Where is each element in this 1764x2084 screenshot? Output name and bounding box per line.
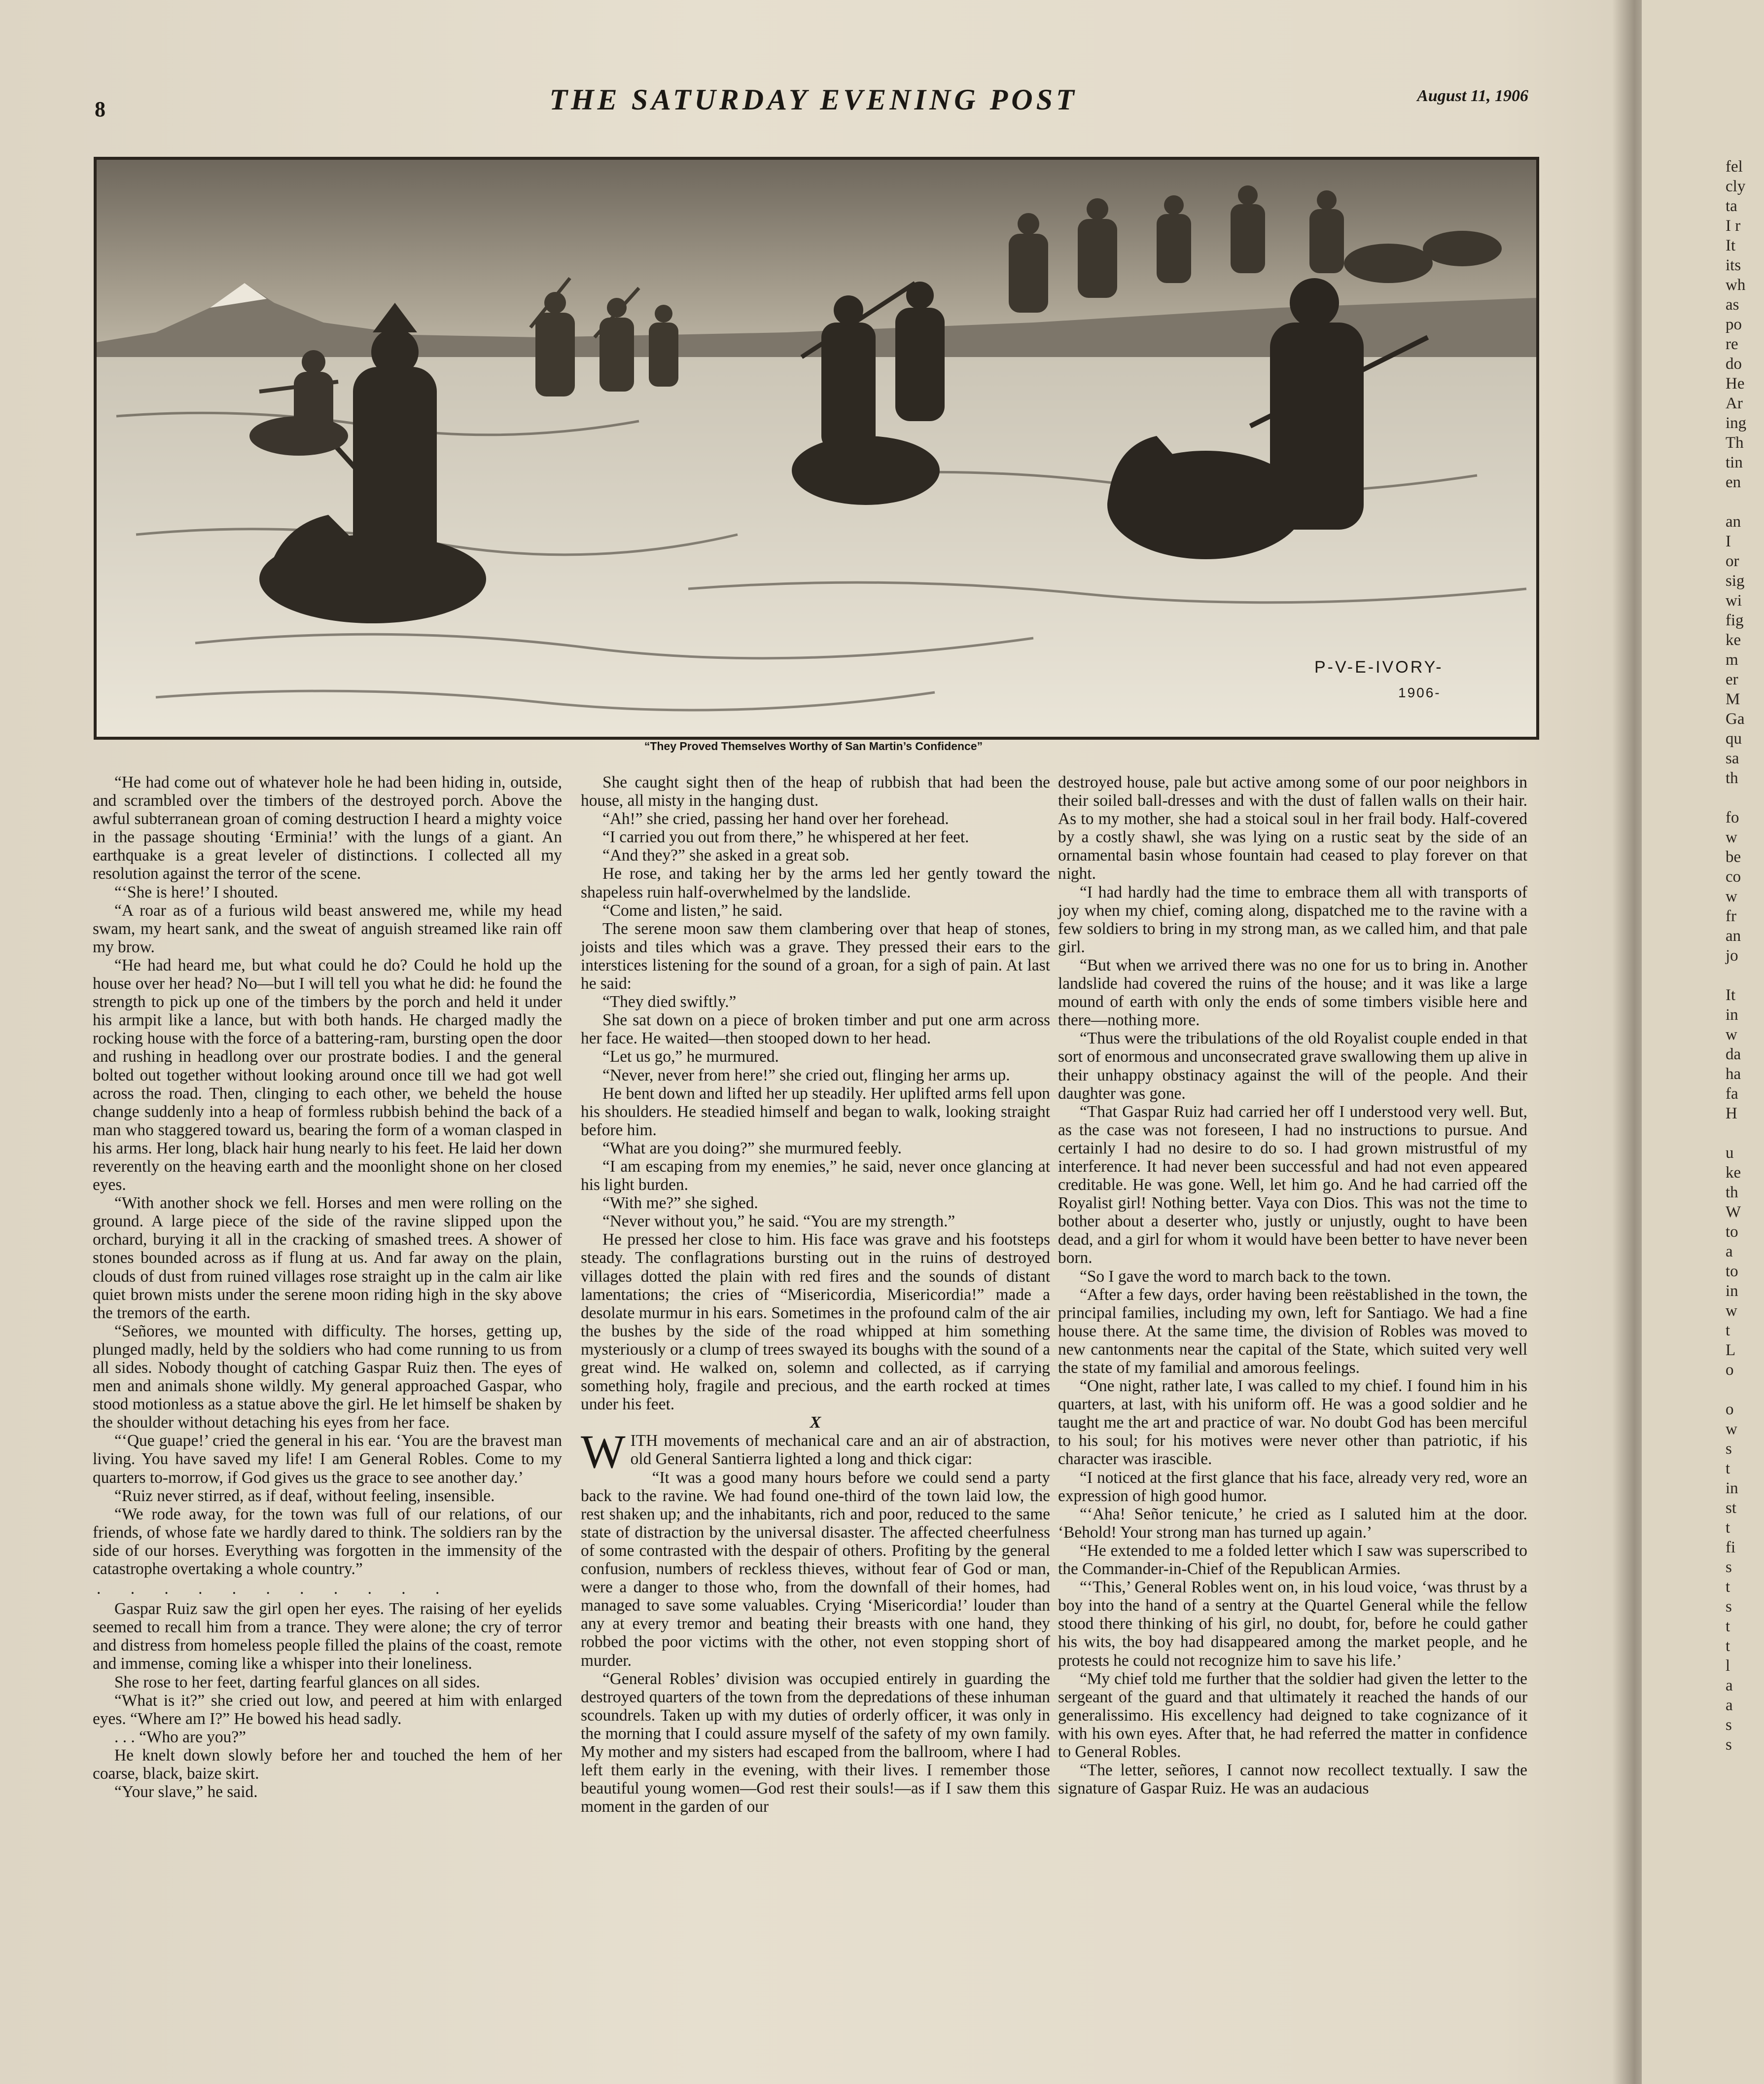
paragraph: “But when we arrived there was no one for us to bring in. Another landslide had covered the ruins of the house; and it was like a large mound of earth with only the ends of some timbers visible here and there—nothing more.	[1058, 956, 1527, 1030]
facing-page-fragment: in	[1726, 1006, 1738, 1024]
paragraph: “With me?” she sighed.	[602, 1194, 758, 1213]
facing-page-fragment: o	[1726, 1361, 1734, 1379]
paragraph: “Ruiz never stirred, as if deaf, without feeling, insensible.	[114, 1486, 495, 1505]
facing-page-fragment: t	[1726, 1617, 1730, 1635]
paragraph: “Señores, we mounted with difficulty. The horses, getting up, plunged madly, held by the soldiers who had come running to us from all sides. Nobody thought of catching Gaspar Ruiz then. The eyes of men and animals shone wildly. My general approached Gaspar, who stood motionless as a statue above the girl. He let himself be shaken by the shoulder without detaching his eyes from her face.	[93, 1322, 562, 1432]
paragraph: “What is it?” she cried out low, and peered at him with enlarged eyes. “Where am I?” He bowed his head sadly.	[93, 1691, 562, 1728]
paragraph: “My chief told me further that the soldier had given the letter to the sergeant of the guard and that ultimately it reached the hands of our generalissimo. His excellency had deigned to take cognizance of it with his own eyes. After that, he had referred the matter in confidence to General Robles.	[1058, 1669, 1527, 1761]
facing-page-fragment: s	[1726, 1716, 1732, 1734]
facing-page-fragment: W	[1726, 1203, 1741, 1221]
facing-page-fragment: u	[1726, 1144, 1734, 1162]
paragraph: “They died swiftly.”	[602, 993, 737, 1011]
facing-page-fragment: w	[1726, 1302, 1737, 1320]
paragraph: “‘This,’ General Robles went on, in his loud voice, ‘was thrust by a boy into the hand of a sentry at the Quartel General while the fellow stood there thinking of his girl, no doubt, for, before he could gather his wits, the boy had disappeared among the market people, and he protests he could not recognize him to save his life.’	[1058, 1578, 1527, 1670]
paragraph: She caught sight then of the heap of rubbish that had been the house, all misty in the hanging dust.	[581, 773, 1050, 810]
paragraph: “The letter, señores, I cannot now recollect textually. I saw the signature of Gaspar Ruiz. He was an audacious	[1058, 1761, 1527, 1798]
facing-page-fragment: as	[1726, 296, 1739, 314]
facing-page-fragment: H	[1726, 1105, 1737, 1122]
facing-page-fragment: qu	[1726, 730, 1742, 748]
page-number: 8	[95, 97, 106, 121]
article-column-1	[93, 773, 562, 1801]
facing-page-fragment: L	[1726, 1341, 1736, 1359]
facing-page-fragment: do	[1726, 355, 1742, 373]
facing-page-fragment: in	[1726, 1282, 1738, 1300]
facing-page-fragment: t	[1726, 1637, 1730, 1655]
paragraph: “He had come out of whatever hole he had been hiding in, outside, and scrambled over the timbers of the destroyed porch. Above the awful subterranean groan of coming destruction I heard a mighty voice in the passage shouting ‘Erminia!’ with the lungs of a giant. An earthquake is a great leveler of distinctions. I collected all my resolution against the terror of the scene.	[93, 773, 562, 883]
paragraph: “Ah!” she cried, passing her hand over her forehead.	[602, 810, 949, 828]
facing-page-fragment: an	[1726, 927, 1741, 945]
facing-page-fragment: t	[1726, 1578, 1730, 1596]
facing-page-fragment: t	[1726, 1519, 1730, 1537]
chapter-opening-paragraph	[581, 1425, 1050, 1478]
facing-page-fragment: M	[1726, 690, 1740, 708]
facing-page-fragment: He	[1726, 375, 1745, 393]
paragraph: destroyed house, pale but active among some of our poor neighbors in their soiled ball-dresses and with the dust of fallen walls on their hair. As to my mother, she had a stoical soul in her frail body. Half-covered by a costly shawl, she was lying on a rustic seat by the side of an ornamental basin whose fountain had ceased to play forever on that night.	[1058, 773, 1527, 883]
paragraph: “Come and listen,” he said.	[602, 901, 783, 920]
facing-page-fragment: co	[1726, 868, 1741, 886]
facing-page-fragment: It	[1726, 986, 1736, 1004]
facing-page-fragment: fr	[1726, 907, 1736, 925]
paragraph: “He had heard me, but what could he do? Could he hold up the house over her head? No—but I will tell you what he did: he found the strength to pick up one of the timbers by the porch and held it under his armpit like a lance, but with both hands. He charged madly the rocking house with the force of a battering-ram, bursting open the door and rushing in headlong over our prostrate bodies. I and the general bolted out together without looking around once till we had got well across the road. Then, clinging to each other, we beheld the house change suddenly into a heap of formless rubbish behind the back of a man who staggered toward us, bearing the form of a woman clasped in his arms. Her long, black hair hung nearly to his feet. He laid her down reverently on the heaving earth and the moonlight shone on her closed eyes.	[93, 956, 562, 1194]
facing-page-fragment: a	[1726, 1243, 1733, 1260]
facing-page-fragment: be	[1726, 848, 1741, 866]
artist-signature-year: 1906-	[1398, 685, 1441, 700]
facing-page-fragment: re	[1726, 335, 1738, 353]
paragraph: “It was a good many hours before we could send a party back to the ravine. We had found one-third of the town laid low, the rest shaken up; and the inhabitants, rich and poor, reduced to the same state of distraction by the universal disaster. The affected cheerfulness of some contrasted with the despair of others. Profiting by the general confusion, numbers of reckless thieves, without fear of God or man, were a danger to those who, from the downfall of their homes, had managed to save some valuables. Crying ‘Misericordia!’ louder than any at every tremor and beating their breasts with one hand, they robbed the poor victims with the other, not even stopping short of murder.	[581, 1468, 1050, 1670]
paragraph: “Let us go,” he murmured.	[602, 1047, 779, 1066]
paragraph: He rose, and taking her by the arms led her gently toward the shapeless ruin half-overwhelmed by the landslide.	[581, 864, 1050, 901]
paragraph: “I carried you out from there,” he whispered at her feet.	[602, 828, 969, 847]
paragraph: “He extended to me a folded letter which I saw was superscribed to the Commander-in-Chief of the Republican Armies.	[1058, 1541, 1527, 1579]
chapter-heading: X	[810, 1413, 821, 1432]
article-column-2	[581, 773, 1050, 1816]
facing-page-fragment: or	[1726, 552, 1739, 570]
facing-page-fragment: I	[1726, 533, 1731, 550]
artist-signature: P-V-E-IVORY-	[1314, 658, 1444, 677]
facing-page-fragment: st	[1726, 1499, 1737, 1517]
paragraph: “With another shock we fell. Horses and men were rolling on the ground. A large piece of the side of the ravine slipped upon the orchard, burying it all in the cracking of smashed trees. A shower of stones bounded across as if flung at us. And far away on the plain, clouds of dust from ruined villages rose straight up in the calm air like quiet brown mists under the serene moon riding high in the sky above the tremors of the earth.	[93, 1194, 562, 1322]
facing-page-fragment: ta	[1726, 197, 1737, 215]
facing-page-fragment: po	[1726, 316, 1742, 333]
paragraph: “Thus were the tribulations of the old Royalist couple ended in that sort of enormous and unconsecrated grave swallowing them up alive in their unhappy obstinacy against the will of the people. And their daughter was gone.	[1058, 1029, 1527, 1103]
paragraph: . . . “Who are you?”	[114, 1727, 246, 1746]
issue-date: August 11, 1906	[1417, 87, 1528, 105]
paragraph: She sat down on a piece of broken timber and put one arm across her face. He waited—then stooped down to her head.	[581, 1011, 1050, 1048]
paragraph: “And they?” she asked in a great sob.	[602, 846, 849, 865]
chapter-opening-text: ITH movements of mechanical care and an air of abstraction, old General Santierra lighted a long and thick cigar:	[630, 1432, 1050, 1469]
facing-page-fragment: sa	[1726, 750, 1739, 767]
facing-page-fragment: Ga	[1726, 710, 1745, 728]
facing-page-fragment: a	[1726, 1696, 1733, 1714]
facing-page-fragment: in	[1726, 1479, 1738, 1497]
facing-page-fragment: Ar	[1726, 395, 1743, 412]
paragraph: “One night, rather late, I was called to my chief. I found him in his quarters, at last, with his uniform off. He was a good soldier and he taught me the art and practice of war. No doubt God has been merciful to his soul; for his motives were never other than patriotic, if his character was irascible.	[1058, 1377, 1527, 1469]
drop-cap: W	[581, 1425, 626, 1478]
facing-page-fragment: to	[1726, 1262, 1738, 1280]
paragraph: He knelt down slowly before her and touched the hem of her coarse, black, baize skirt.	[93, 1746, 562, 1783]
facing-page-fragment: o	[1726, 1401, 1734, 1418]
facing-page-fragment: an	[1726, 513, 1741, 531]
facing-page-fragment: w	[1726, 888, 1737, 905]
paragraph: The serene moon saw them clambering over that heap of stones, joists and tiles which was a grave. They pressed their ears to the interstices listening for the sound of a groan, for a sigh of pain. At last he said:	[581, 919, 1050, 993]
paragraph: “So I gave the word to march back to the town.	[1080, 1267, 1391, 1286]
facing-page-fragment: s	[1726, 1736, 1732, 1754]
facing-page-fragment: fig	[1726, 611, 1744, 629]
facing-page-fragment: w	[1726, 1026, 1737, 1043]
publication-masthead: THE SATURDAY EVENING POST	[549, 83, 1078, 116]
facing-page-fragment: er	[1726, 671, 1738, 688]
facing-page-fragment: fo	[1726, 809, 1739, 826]
paragraph: “Your slave,” he said.	[114, 1783, 258, 1801]
facing-page-fragment: en	[1726, 473, 1741, 491]
paragraph: He bent down and lifted her up steadily. Her uplifted arms fell upon his shoulders. He steadied himself and began to walk, looking straight before him.	[581, 1084, 1050, 1139]
facing-page-fragment: ke	[1726, 1164, 1741, 1182]
facing-page-fragment: fa	[1726, 1085, 1738, 1103]
paragraph: He pressed her close to him. His face was grave and his footsteps steady. The conflagrations bursting out in the ruins of destroyed villages dotted the plain with red fires and the sounds of distant lamentations; the cries of “Misericordia, Misericordia!” made a desolate murmur in his ears. Sometimes in the profound calm of the air the bushes by the side of the road whipped at him something mysteriously or a clump of trees swayed its boughs with the sound of a great wind. He walked on, solemn and collected, as if carrying something holy, fragile and precious, and the earth rocked at times under his feet.	[581, 1230, 1050, 1414]
facing-page-fragment: t	[1726, 1322, 1730, 1339]
facing-page-fragment: s	[1726, 1440, 1732, 1458]
paragraph: “That Gaspar Ruiz had carried her off I understood very well. But, as the case was not foreseen, I had no instructions to pursue. And certainly I had no desire to do so. I had grown mistrustful of my interference. It had never been successful and had not even appeared creditable. He was gone. Well, let him go. And he had carried off the Royalist girl! Nothing better. Vaya con Dios. This was not the time to bother about a deserter who, justly or unjustly, ought to have been dead, and a girl for whom it would have been better to have never been born.	[1058, 1102, 1527, 1267]
illustration-caption: “They Proved Themselves Worthy of San Martin’s Confidence”	[644, 740, 983, 753]
facing-page-fragment: s	[1726, 1558, 1732, 1576]
facing-page-fragment: Th	[1726, 434, 1744, 452]
facing-page-fragment: fel	[1726, 158, 1743, 176]
facing-page-fragment: w	[1726, 828, 1737, 846]
paragraph: “I had hardly had the time to embrace them all with transports of joy when my chief, coming along, dispatched me to the ravine with a few soldiers to bring in my strong man, as we called him, and that pale girl.	[1058, 883, 1527, 956]
facing-page-fragment: It	[1726, 237, 1736, 254]
paragraph: “‘She is here!’ I shouted.	[114, 883, 279, 901]
facing-page-fragment: cly	[1726, 178, 1746, 195]
paragraph: “General Robles’ division was occupied entirely in guarding the destroyed quarters of the town from the depredations of these inhuman scoundrels. Taken up with my duties of orderly officer, it was only in the morning that I could assure myself of the safety of my own family. My mother and my sisters had escaped from the ballroom, where I had left them early in the evening, with their lives. I remember those beautiful young women—God rest their souls!—as if I saw them this moment in the garden of our	[581, 1669, 1050, 1816]
paragraph: “Never without you,” he said. “You are my strength.”	[602, 1212, 955, 1231]
paragraph: “A roar as of a furious wild beast answered me, while my head swam, my heart sank, and the sweat of anguish streamed like rain off my brow.	[93, 901, 562, 956]
paragraph: “‘Que guape!’ cried the general in his ear. ‘You are the bravest man living. You have saved my life! I am General Robles. Come to my quarters to-morrow, if God gives us the grace to see another day.’	[93, 1432, 562, 1487]
cavalry-crossing-illustration	[97, 160, 1536, 737]
facing-page-fragment: fi	[1726, 1539, 1736, 1556]
facing-page-fragment: l	[1726, 1657, 1730, 1675]
facing-page-fragment: ing	[1726, 414, 1747, 432]
facing-page-fragment: tin	[1726, 454, 1743, 471]
facing-page-fragment: ke	[1726, 631, 1741, 649]
paragraph: “‘Aha! Señor tenicute,’ he cried as I saluted him at the door. ‘Behold! Your strong man has turned up again.’	[1058, 1505, 1527, 1542]
facing-page-fragment: wh	[1726, 276, 1746, 294]
paragraph: “I am escaping from my enemies,” he said, never once glancing at his light burden.	[581, 1157, 1050, 1194]
adjacent-page-edge	[1642, 0, 1764, 2084]
facing-page-fragment: m	[1726, 651, 1738, 669]
facing-page-fragment: jo	[1726, 947, 1738, 965]
facing-page-fragment: I r	[1726, 217, 1741, 235]
paragraph: “What are you doing?” she murmured feebly.	[602, 1139, 902, 1157]
paragraph: “Never, never from here!” she cried out, flinging her arms up.	[602, 1066, 1010, 1084]
facing-page-fragment: wi	[1726, 592, 1742, 610]
facing-page-fragment: th	[1726, 769, 1738, 787]
illustration-plate	[94, 157, 1539, 740]
facing-page-fragment: s	[1726, 1598, 1732, 1616]
facing-page-fragment: th	[1726, 1184, 1738, 1201]
paragraph: “We rode away, for the town was full of our relations, of our friends, of whose fate we hardly dared to think. The soldiers ran by the side of our horses. Everything was forgotten in the immensity of the catastrophe overtaking a whole country.”	[93, 1505, 562, 1579]
paragraph: Gaspar Ruiz saw the girl open her eyes. The raising of her eyelids seemed to recall him from a trance. They were alone; the cry of terror and distress from homeless people filled the plains of the coast, remote and immense, coming like a whisper into their loneliness.	[93, 1600, 562, 1673]
paragraph: She rose to her feet, darting fearful glances on all sides.	[114, 1673, 480, 1691]
article-column-3	[1058, 773, 1527, 1797]
facing-page-fragment: to	[1726, 1223, 1738, 1241]
facing-page-fragment: ha	[1726, 1065, 1741, 1083]
facing-page-fragment: da	[1726, 1045, 1741, 1063]
facing-page-fragment: w	[1726, 1420, 1737, 1438]
paragraph: “After a few days, order having been reëstablished in the town, the principal families, including my own, left for Santiago. We had a fine house there. At the same time, the division of Robles was moved to new cantonments near the capital of the State, which suited very well the state of my familial and amorous feelings.	[1058, 1285, 1527, 1377]
section-break-dots: . . . . . . . . . . .	[97, 1580, 453, 1598]
facing-page-fragment: sig	[1726, 572, 1745, 590]
facing-page-fragment: a	[1726, 1677, 1733, 1694]
facing-page-fragment: its	[1726, 256, 1741, 274]
facing-page-fragment: t	[1726, 1460, 1730, 1477]
paragraph: “I noticed at the first glance that his face, already very red, wore an expression of high good humor.	[1058, 1468, 1527, 1505]
